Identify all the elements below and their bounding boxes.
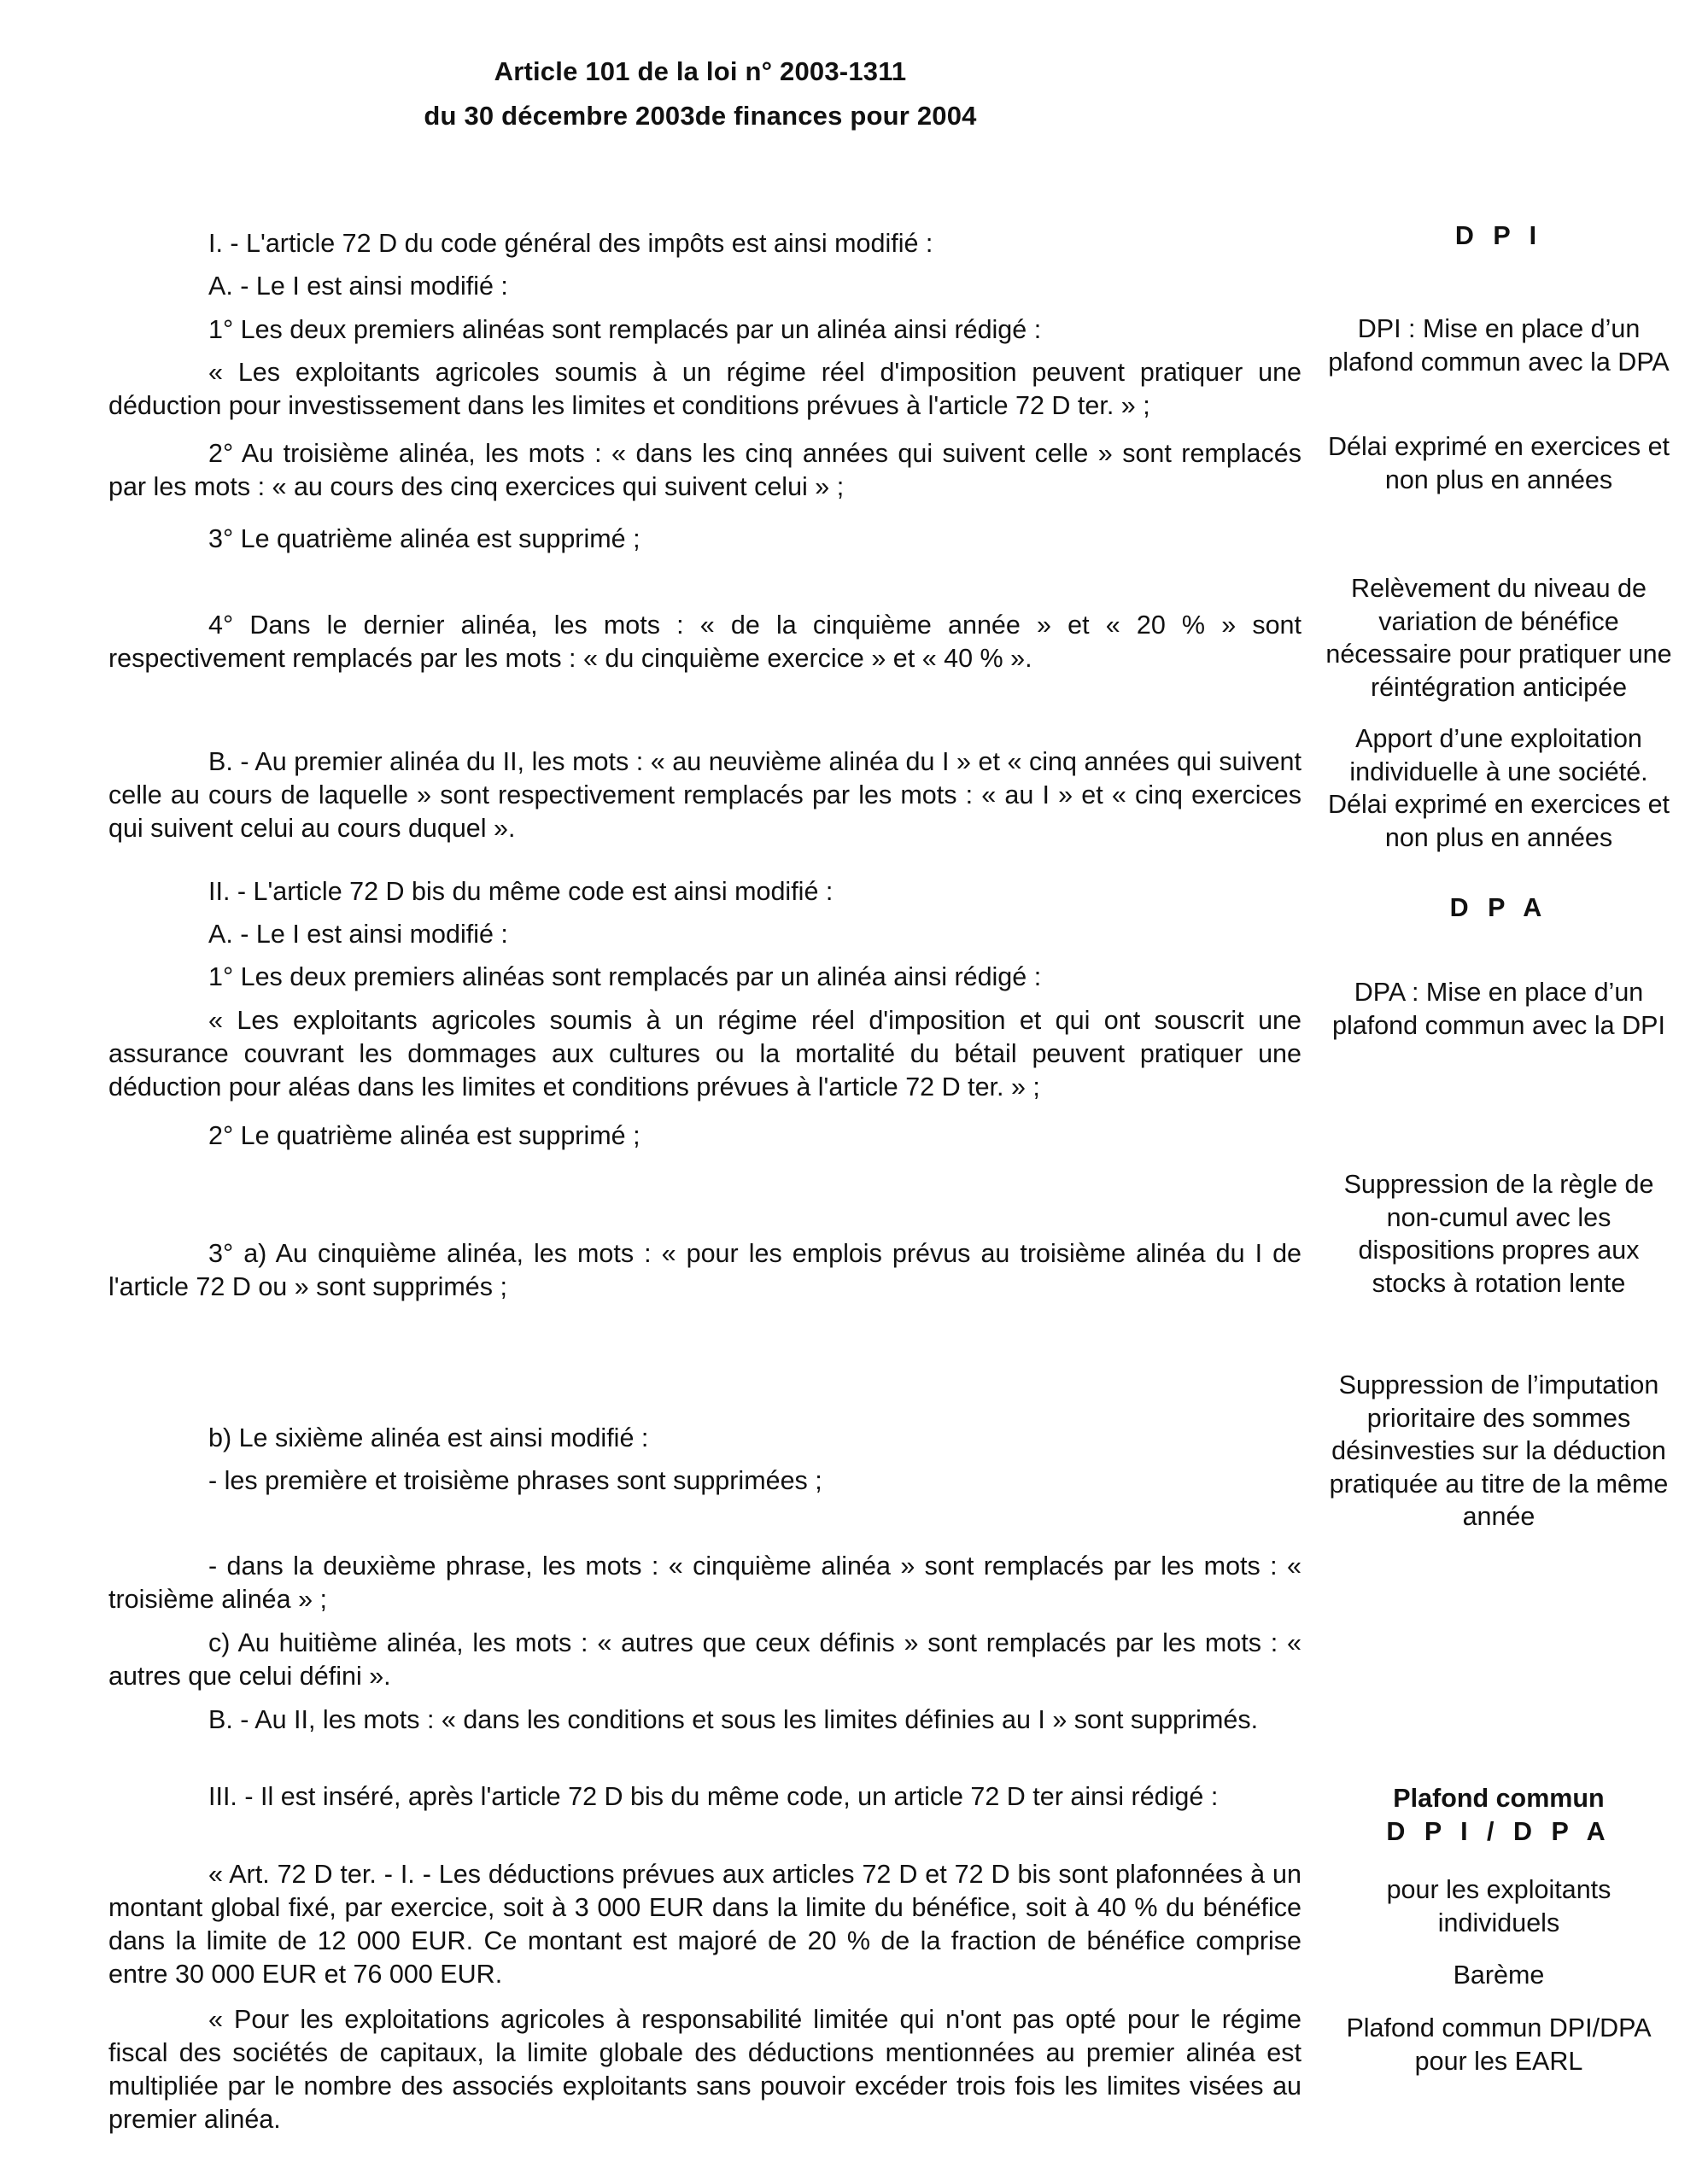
- paragraph-4: 4° Dans le dernier alinéa, les mots : « de la cinquième année » et « 20 % » sont respectivement remplacés par les mots : « du cinquième exercice » et « 40 % ».: [108, 611, 1301, 673]
- paragraph-2-2: 2° Le quatrième alinéa est supprimé ;: [208, 1121, 640, 1150]
- paragraph-a-2: A. - Le I est ainsi modifié :: [208, 920, 508, 949]
- margin-note-imputation: Suppression de l’imputation prioritaire des sommes désinvesties sur la déduction pratiquée au titre de la même année: [1329, 1370, 1669, 1531]
- margin-heading-dpi: D P I: [1454, 221, 1543, 250]
- paragraph-b-2: B. - Au II, les mots : « dans les conditions et sous les limites définies au I » sont supprimés.: [208, 1705, 1259, 1734]
- margin-note-dpi-plafond: DPI : Mise en place d’un plafond commun avec la DPA: [1328, 314, 1670, 377]
- document-title: [0, 50, 1401, 138]
- paragraph-earl: « Pour les exploitations agricoles à responsabilité limitée qui n'ont pas opté pour le régime fiscal des sociétés de capitaux, la limite globale des déductions mentionnées au premier alinéa est multipliée par le nombre des associés exploitants sans pouvoir excéder trois fois les limites visées au premier alinéa.: [108, 2005, 1301, 2134]
- paragraph-1: 1° Les deux premiers alinéas sont remplacés par un alinéa ainsi rédigé :: [208, 315, 1042, 344]
- paragraph-b: B. - Au premier alinéa du II, les mots : « au neuvième alinéa du I » et « cinq années qui suivent celle au cours de laquelle » sont respectivement remplacés par les mots : « au I » et « cinq exercices qui suivent celui au cours duquel ».: [108, 747, 1301, 843]
- title-line-1: Article 101 de la loi n° 2003-1311: [494, 56, 907, 86]
- margin-heading-plafond: Plafond commun: [1393, 1784, 1605, 1813]
- margin-heading-dpi-dpa: D P I / D P A: [1386, 1817, 1611, 1846]
- margin-note-individuels: pour les exploitants individuels: [1386, 1875, 1611, 1937]
- margin-note-dpa-plafond: DPA : Mise en place d’un plafond commun avec la DPI: [1332, 978, 1665, 1040]
- margin-note-non-cumul: Suppression de la règle de non-cumul avec les dispositions propres aux stocks à rotation lente: [1343, 1170, 1654, 1298]
- margin-note-earl: Plafond commun DPI/DPA pour les EARL: [1346, 2013, 1652, 2076]
- margin-note-relevement: Relèvement du niveau de variation de bénéfice nécessaire pour pratiquer une réintégration anticipée: [1325, 574, 1672, 702]
- paragraph-quote-dpi: « Les exploitants agricoles soumis à un régime réel d'imposition peuvent pratiquer une déduction pour investissement dans les limites et conditions prévues à l'article 72 D ter. » ;: [108, 358, 1301, 420]
- title-line-2: du 30 décembre 2003de finances pour 2004: [424, 101, 977, 131]
- paragraph-b-sixieme: b) Le sixième alinéa est ainsi modifié :: [208, 1423, 649, 1452]
- paragraph-premiere-troisieme: - les première et troisième phrases sont supprimées ;: [208, 1466, 822, 1495]
- margin-note-delai: Délai exprimé en exercices et non plus en années: [1327, 432, 1670, 494]
- margin-note-bareme: Barème: [1453, 1961, 1545, 1990]
- paragraph-iii: III. - Il est inséré, après l'article 72 D bis du même code, un article 72 D ter ainsi rédigé :: [208, 1782, 1219, 1811]
- paragraph-quote-dpa: « Les exploitants agricoles soumis à un régime réel d'imposition et qui ont souscrit une assurance couvrant les dommages aux cultures ou la mortalité du bétail peuvent pratiquer une déduction pour aléas dans les limites et conditions prévues à l'article 72 D ter. » ;: [108, 1006, 1301, 1102]
- paragraph-deuxieme-phrase: - dans la deuxième phrase, les mots : « cinquième alinéa » sont remplacés par les mots : « troisième alinéa » ;: [108, 1551, 1301, 1614]
- paragraph-a: A. - Le I est ainsi modifié :: [208, 272, 508, 301]
- paragraph-1-2: 1° Les deux premiers alinéas sont remplacés par un alinéa ainsi rédigé :: [208, 962, 1042, 991]
- paragraph-article-72d-bis: II. - L'article 72 D bis du même code est ainsi modifié :: [208, 877, 834, 906]
- paragraph-2: 2° Au troisième alinéa, les mots : « dans les cinq années qui suivent celle » sont remplacés par les mots : « au cours des cinq exercices qui suivent celui » ;: [108, 439, 1301, 501]
- paragraph-art-72d-ter: « Art. 72 D ter. - I. - Les déductions prévues aux articles 72 D et 72 D bis sont plafonnées à un montant global fixé, par exercice, soit à 3 000 EUR dans la limite du bénéfice, soit à 40 % du bénéfice dans la limite de 12 000 EUR. Ce montant est majoré de 20 % de la fraction de bénéfice comprise entre 30 000 EUR et 76 000 EUR.: [108, 1860, 1301, 1989]
- margin-heading-dpa: D P A: [1449, 893, 1548, 922]
- paragraph-3a: 3° a) Au cinquième alinéa, les mots : « pour les emplois prévus au troisième alinéa du I de l'article 72 D ou » sont supprimés ;: [108, 1239, 1301, 1301]
- margin-note-apport: Apport d’une exploitation individuelle à une société. Délai exprimé en exercices et non plus en années: [1327, 724, 1670, 852]
- paragraph-c: c) Au huitième alinéa, les mots : « autres que ceux définis » sont remplacés par les mots : « autres que celui défini ».: [108, 1628, 1301, 1691]
- paragraph-article-72d: I. - L'article 72 D du code général des impôts est ainsi modifié :: [208, 229, 933, 258]
- paragraph-3: 3° Le quatrième alinéa est supprimé ;: [208, 524, 640, 553]
